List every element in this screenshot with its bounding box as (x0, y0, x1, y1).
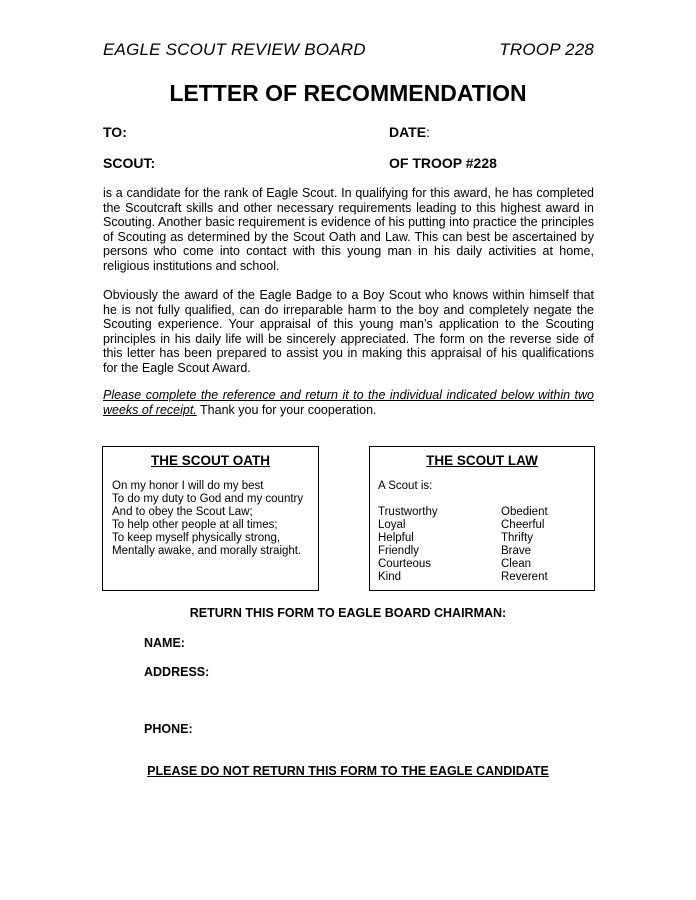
law-point: Thrifty (501, 532, 533, 544)
scout-oath-text (112, 480, 318, 558)
scout-law-intro: A Scout is: (378, 480, 433, 492)
oath-line: Mentally awake, and morally straight. (112, 545, 302, 557)
troop-label: OF TROOP #228 (389, 155, 497, 171)
law-point: Obedient (501, 506, 548, 518)
paragraph-candidate: is a candidate for the rank of Eagle Scout. In qualifying for this award, he has completed the Scoutcraft skills and other necessary requirements leading to this highest award in Scouting. Another basic requirement is evidence of his putting into practice the principles of Scouting as determined by the Scout Oath and Law. This can best be ascertained by persons who come into contact with this young man in his daily activities at home, religious institutions and school. (103, 186, 594, 273)
phone-label: PHONE: (144, 722, 193, 736)
oath-line: To keep myself physically strong, (112, 532, 281, 544)
law-point: Cheerful (501, 519, 545, 531)
return-warning: PLEASE DO NOT RETURN THIS FORM TO THE EAGLE CANDIDATE (147, 764, 549, 778)
law-point: Trustworthy (378, 506, 438, 518)
oath-line: To help other people at all times; (112, 519, 278, 531)
law-point: Loyal (378, 519, 406, 531)
scout-law-title: THE SCOUT LAW (426, 453, 538, 468)
scout-oath-box (102, 446, 319, 591)
oath-line: On my honor I will do my best (112, 480, 264, 492)
law-point: Kind (378, 571, 402, 583)
law-point: Brave (501, 545, 532, 557)
paragraph-appraisal: Obviously the award of the Eagle Badge to a Boy Scout who knows within himself that he is not fully qualified, can do irreparable harm to the boy and completely negate the Scouting experience. Your appraisal of this young man’s application to the Scouting principles in his daily life will be sincerely appreciated. The form on the reverse side of this letter has been prepared to assist you in making this appraisal of his qualifications for the Eagle Scout Award. (103, 288, 594, 375)
oath-line: To do my duty to God and my country (112, 493, 304, 505)
date-field (389, 124, 430, 140)
instructions-underlined: Please complete the reference and return it to the individual indicated below within two weeks of receipt. (103, 388, 594, 417)
oath-line: And to obey the Scout Law; (112, 506, 253, 518)
date-colon: : (426, 124, 430, 140)
scout-oath-title: THE SCOUT OATH (151, 453, 270, 468)
law-point: Friendly (378, 545, 419, 557)
scout-law-points (378, 506, 594, 584)
return-heading: RETURN THIS FORM TO EAGLE BOARD CHAIRMAN: (189, 606, 507, 620)
law-point: Reverent (501, 571, 548, 583)
name-label: NAME: (144, 636, 185, 650)
scout-label: SCOUT: (103, 155, 156, 171)
date-label: DATE (389, 124, 427, 140)
law-point: Courteous (378, 558, 432, 570)
instructions-thanks: Thank you for your cooperation. (196, 402, 377, 417)
paragraph-instructions (103, 388, 594, 417)
header-board-name: EAGLE SCOUT REVIEW BOARD (103, 40, 366, 59)
scout-law-box (369, 446, 595, 591)
to-label: TO: (103, 124, 127, 140)
header-troop: TROOP 228 (499, 40, 594, 59)
law-point: Helpful (378, 532, 414, 544)
address-label: ADDRESS: (144, 665, 210, 679)
law-point: Clean (501, 558, 532, 570)
page-title: LETTER OF RECOMMENDATION (169, 80, 527, 106)
